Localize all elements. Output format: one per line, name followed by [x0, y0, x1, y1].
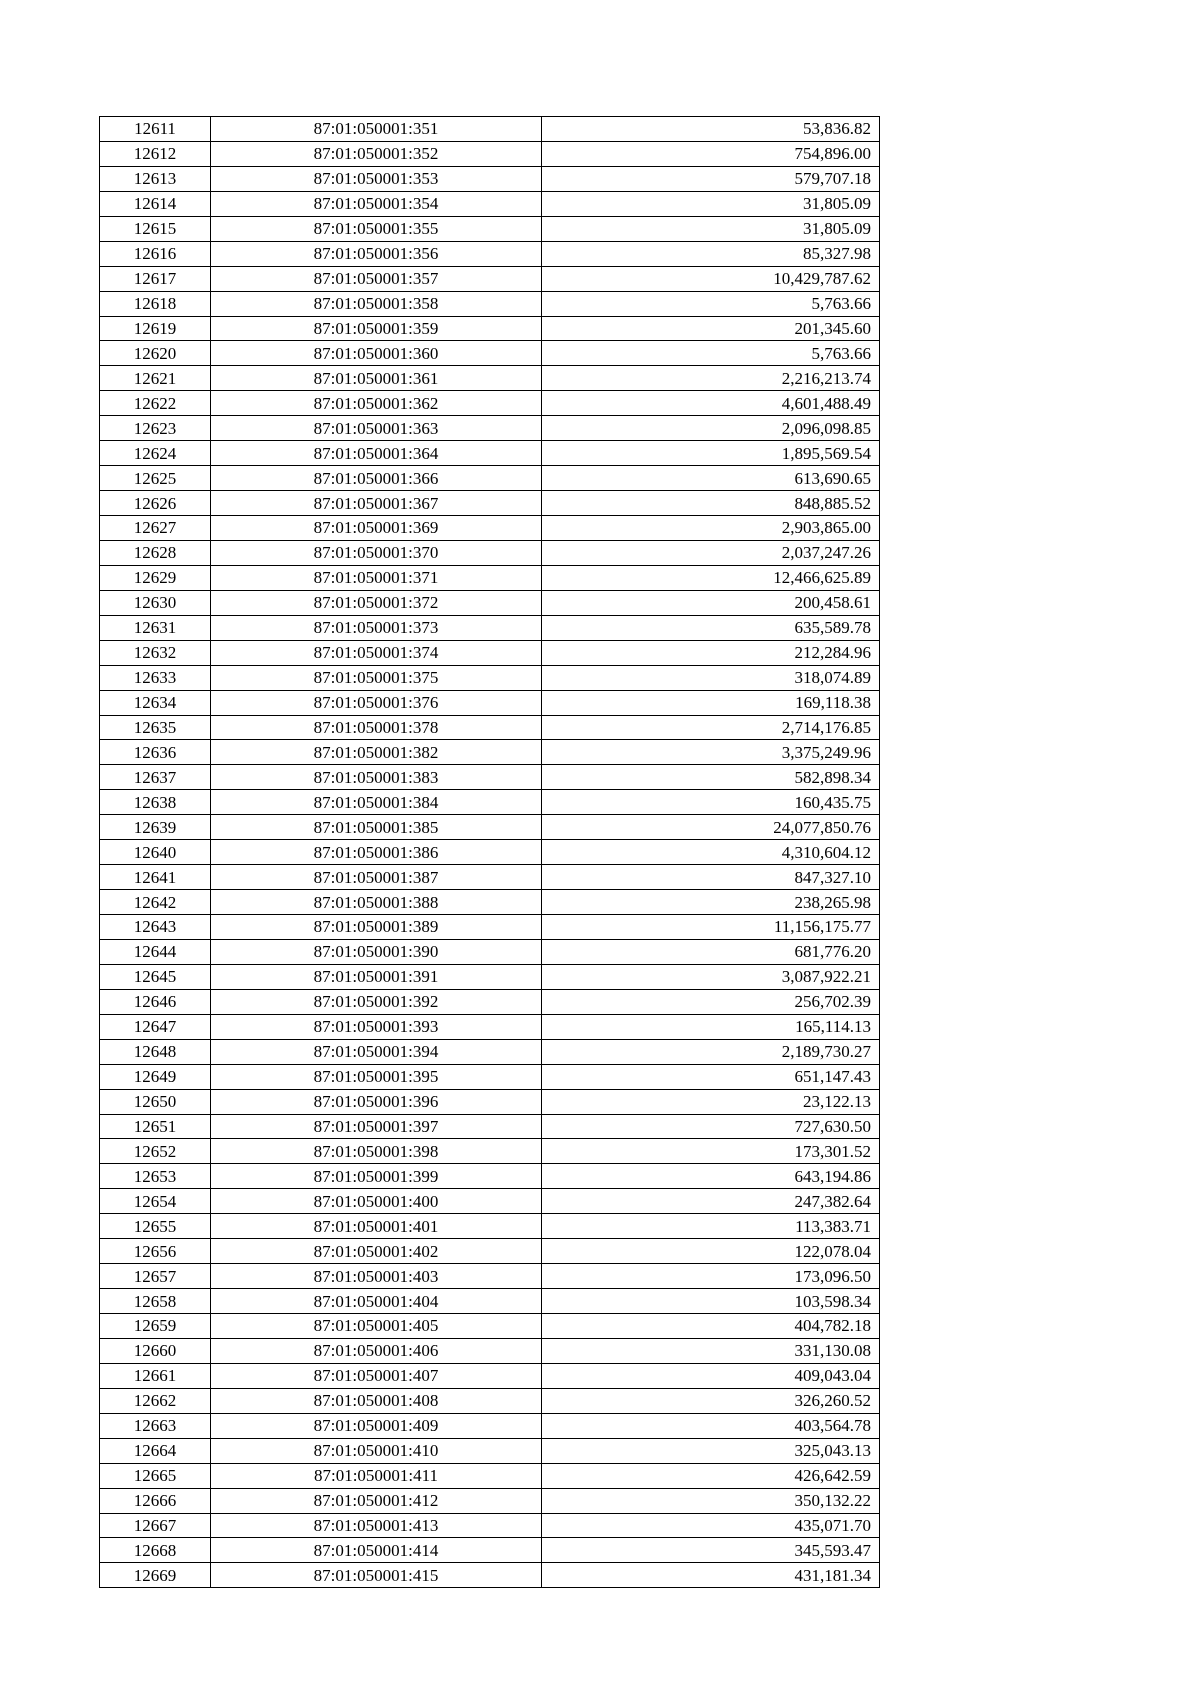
value-cell: 848,885.52: [542, 491, 880, 516]
cadastral-number-cell: 87:01:050001:372: [211, 590, 542, 615]
row-number-cell: 12652: [100, 1139, 211, 1164]
row-number-cell: 12637: [100, 765, 211, 790]
value-cell: 318,074.89: [542, 665, 880, 690]
value-cell: 113,383.71: [542, 1214, 880, 1239]
row-number-cell: 12625: [100, 466, 211, 491]
cadastral-number-cell: 87:01:050001:362: [211, 391, 542, 416]
cadastral-number-cell: 87:01:050001:361: [211, 366, 542, 391]
value-cell: 23,122.13: [542, 1089, 880, 1114]
row-number-cell: 12633: [100, 665, 211, 690]
table-row: [100, 466, 880, 491]
value-cell: 3,087,922.21: [542, 964, 880, 989]
cadastral-number-cell: 87:01:050001:357: [211, 266, 542, 291]
cadastral-number-cell: 87:01:050001:378: [211, 715, 542, 740]
cadastral-number-cell: 87:01:050001:398: [211, 1139, 542, 1164]
value-cell: 409,043.04: [542, 1363, 880, 1388]
value-cell: 651,147.43: [542, 1064, 880, 1089]
table-row: [100, 1064, 880, 1089]
cadastral-number-cell: 87:01:050001:369: [211, 516, 542, 541]
value-cell: 582,898.34: [542, 765, 880, 790]
table-row: [100, 341, 880, 366]
row-number-cell: 12655: [100, 1214, 211, 1239]
cadastral-number-cell: 87:01:050001:356: [211, 241, 542, 266]
row-number-cell: 12642: [100, 890, 211, 915]
table-body: [100, 117, 880, 1588]
cadastral-number-cell: 87:01:050001:376: [211, 690, 542, 715]
cadastral-number-cell: 87:01:050001:406: [211, 1338, 542, 1363]
row-number-cell: 12665: [100, 1463, 211, 1488]
cadastral-number-cell: 87:01:050001:353: [211, 166, 542, 191]
value-cell: 85,327.98: [542, 241, 880, 266]
value-cell: 4,601,488.49: [542, 391, 880, 416]
value-cell: 681,776.20: [542, 939, 880, 964]
cadastral-number-cell: 87:01:050001:400: [211, 1189, 542, 1214]
table-row: [100, 865, 880, 890]
row-number-cell: 12623: [100, 416, 211, 441]
value-cell: 31,805.09: [542, 191, 880, 216]
row-number-cell: 12614: [100, 191, 211, 216]
cadastral-number-cell: 87:01:050001:403: [211, 1264, 542, 1289]
table-row: [100, 516, 880, 541]
table-row: [100, 690, 880, 715]
table-row: [100, 740, 880, 765]
cadastral-number-cell: 87:01:050001:396: [211, 1089, 542, 1114]
table-row: [100, 640, 880, 665]
cadastral-number-cell: 87:01:050001:412: [211, 1488, 542, 1513]
row-number-cell: 12629: [100, 565, 211, 590]
value-cell: 24,077,850.76: [542, 815, 880, 840]
row-number-cell: 12656: [100, 1239, 211, 1264]
row-number-cell: 12627: [100, 516, 211, 541]
row-number-cell: 12639: [100, 815, 211, 840]
row-number-cell: 12632: [100, 640, 211, 665]
value-cell: 2,714,176.85: [542, 715, 880, 740]
value-cell: 160,435.75: [542, 790, 880, 815]
cadastral-number-cell: 87:01:050001:386: [211, 840, 542, 865]
table-row: [100, 1338, 880, 1363]
table-row: [100, 665, 880, 690]
row-number-cell: 12644: [100, 939, 211, 964]
value-cell: 1,895,569.54: [542, 441, 880, 466]
row-number-cell: 12666: [100, 1488, 211, 1513]
cadastral-number-cell: 87:01:050001:401: [211, 1214, 542, 1239]
value-cell: 579,707.18: [542, 166, 880, 191]
row-number-cell: 12651: [100, 1114, 211, 1139]
cadastral-number-cell: 87:01:050001:411: [211, 1463, 542, 1488]
value-cell: 326,260.52: [542, 1388, 880, 1413]
cadastral-number-cell: 87:01:050001:414: [211, 1538, 542, 1563]
row-number-cell: 12667: [100, 1513, 211, 1538]
table-row: [100, 291, 880, 316]
table-row: [100, 989, 880, 1014]
row-number-cell: 12657: [100, 1264, 211, 1289]
row-number-cell: 12617: [100, 266, 211, 291]
value-cell: 325,043.13: [542, 1438, 880, 1463]
row-number-cell: 12636: [100, 740, 211, 765]
value-cell: 350,132.22: [542, 1488, 880, 1513]
row-number-cell: 12615: [100, 216, 211, 241]
cadastral-number-cell: 87:01:050001:374: [211, 640, 542, 665]
value-cell: 5,763.66: [542, 291, 880, 316]
value-cell: 847,327.10: [542, 865, 880, 890]
cadastral-number-cell: 87:01:050001:366: [211, 466, 542, 491]
value-cell: 331,130.08: [542, 1338, 880, 1363]
cadastral-number-cell: 87:01:050001:370: [211, 540, 542, 565]
table-row: [100, 1513, 880, 1538]
table-row: [100, 615, 880, 640]
value-cell: 2,037,247.26: [542, 540, 880, 565]
row-number-cell: 12647: [100, 1014, 211, 1039]
cadastral-number-cell: 87:01:050001:404: [211, 1289, 542, 1314]
cadastral-number-cell: 87:01:050001:395: [211, 1064, 542, 1089]
cadastral-number-cell: 87:01:050001:352: [211, 141, 542, 166]
cadastral-number-cell: 87:01:050001:393: [211, 1014, 542, 1039]
table-row: [100, 1239, 880, 1264]
value-cell: 165,114.13: [542, 1014, 880, 1039]
table-row: [100, 441, 880, 466]
value-cell: 212,284.96: [542, 640, 880, 665]
cadastral-number-cell: 87:01:050001:367: [211, 491, 542, 516]
row-number-cell: 12619: [100, 316, 211, 341]
table-row: [100, 1363, 880, 1388]
table-row: [100, 141, 880, 166]
table-row: [100, 590, 880, 615]
value-cell: 2,903,865.00: [542, 516, 880, 541]
row-number-cell: 12664: [100, 1438, 211, 1463]
value-cell: 431,181.34: [542, 1563, 880, 1588]
cadastral-number-cell: 87:01:050001:382: [211, 740, 542, 765]
row-number-cell: 12649: [100, 1064, 211, 1089]
table-row: [100, 366, 880, 391]
value-cell: 31,805.09: [542, 216, 880, 241]
row-number-cell: 12659: [100, 1314, 211, 1339]
value-cell: 200,458.61: [542, 590, 880, 615]
table-row: [100, 840, 880, 865]
cadastral-number-cell: 87:01:050001:394: [211, 1039, 542, 1064]
table-row: [100, 790, 880, 815]
table-row: [100, 166, 880, 191]
cadastral-number-cell: 87:01:050001:405: [211, 1314, 542, 1339]
cadastral-number-cell: 87:01:050001:371: [211, 565, 542, 590]
table-row: [100, 939, 880, 964]
table-row: [100, 117, 880, 142]
table-row: [100, 316, 880, 341]
table-row: [100, 1563, 880, 1588]
table-row: [100, 1488, 880, 1513]
value-cell: 173,096.50: [542, 1264, 880, 1289]
cadastral-number-cell: 87:01:050001:402: [211, 1239, 542, 1264]
value-cell: 643,194.86: [542, 1164, 880, 1189]
row-number-cell: 12613: [100, 166, 211, 191]
value-cell: 11,156,175.77: [542, 915, 880, 940]
table-row: [100, 1314, 880, 1339]
table-row: [100, 266, 880, 291]
cadastral-number-cell: 87:01:050001:389: [211, 915, 542, 940]
cadastral-number-cell: 87:01:050001:408: [211, 1388, 542, 1413]
row-number-cell: 12618: [100, 291, 211, 316]
table-row: [100, 241, 880, 266]
value-cell: 3,375,249.96: [542, 740, 880, 765]
value-cell: 727,630.50: [542, 1114, 880, 1139]
value-cell: 122,078.04: [542, 1239, 880, 1264]
cadastral-number-cell: 87:01:050001:383: [211, 765, 542, 790]
table-row: [100, 191, 880, 216]
cadastral-number-cell: 87:01:050001:385: [211, 815, 542, 840]
table-row: [100, 1114, 880, 1139]
table-row: [100, 765, 880, 790]
value-cell: 256,702.39: [542, 989, 880, 1014]
cadastral-number-cell: 87:01:050001:360: [211, 341, 542, 366]
cadastral-number-cell: 87:01:050001:391: [211, 964, 542, 989]
row-number-cell: 12641: [100, 865, 211, 890]
row-number-cell: 12630: [100, 590, 211, 615]
row-number-cell: 12622: [100, 391, 211, 416]
table-row: [100, 1164, 880, 1189]
row-number-cell: 12643: [100, 915, 211, 940]
table-row: [100, 1139, 880, 1164]
row-number-cell: 12611: [100, 117, 211, 142]
value-cell: 635,589.78: [542, 615, 880, 640]
cadastral-number-cell: 87:01:050001:415: [211, 1563, 542, 1588]
row-number-cell: 12645: [100, 964, 211, 989]
table-row: [100, 915, 880, 940]
cadastral-number-cell: 87:01:050001:354: [211, 191, 542, 216]
table-row: [100, 1264, 880, 1289]
value-cell: 173,301.52: [542, 1139, 880, 1164]
value-cell: 12,466,625.89: [542, 565, 880, 590]
row-number-cell: 12646: [100, 989, 211, 1014]
row-number-cell: 12650: [100, 1089, 211, 1114]
cadastral-number-cell: 87:01:050001:358: [211, 291, 542, 316]
table-row: [100, 216, 880, 241]
row-number-cell: 12638: [100, 790, 211, 815]
row-number-cell: 12668: [100, 1538, 211, 1563]
cadastral-number-cell: 87:01:050001:397: [211, 1114, 542, 1139]
table-row: [100, 1438, 880, 1463]
table-row: [100, 964, 880, 989]
value-cell: 613,690.65: [542, 466, 880, 491]
table-row: [100, 491, 880, 516]
row-number-cell: 12661: [100, 1363, 211, 1388]
cadastral-value-table: [99, 116, 880, 1588]
value-cell: 247,382.64: [542, 1189, 880, 1214]
table-row: [100, 416, 880, 441]
value-cell: 238,265.98: [542, 890, 880, 915]
cadastral-number-cell: 87:01:050001:359: [211, 316, 542, 341]
table-row: [100, 1388, 880, 1413]
value-cell: 2,216,213.74: [542, 366, 880, 391]
table-row: [100, 1538, 880, 1563]
cadastral-number-cell: 87:01:050001:363: [211, 416, 542, 441]
table-row: [100, 1289, 880, 1314]
cadastral-number-cell: 87:01:050001:373: [211, 615, 542, 640]
cadastral-number-cell: 87:01:050001:375: [211, 665, 542, 690]
row-number-cell: 12669: [100, 1563, 211, 1588]
cadastral-number-cell: 87:01:050001:364: [211, 441, 542, 466]
row-number-cell: 12662: [100, 1388, 211, 1413]
row-number-cell: 12658: [100, 1289, 211, 1314]
row-number-cell: 12663: [100, 1413, 211, 1438]
row-number-cell: 12634: [100, 690, 211, 715]
row-number-cell: 12648: [100, 1039, 211, 1064]
cadastral-number-cell: 87:01:050001:351: [211, 117, 542, 142]
value-cell: 169,118.38: [542, 690, 880, 715]
cadastral-number-cell: 87:01:050001:413: [211, 1513, 542, 1538]
table-row: [100, 1463, 880, 1488]
cadastral-number-cell: 87:01:050001:409: [211, 1413, 542, 1438]
value-cell: 435,071.70: [542, 1513, 880, 1538]
row-number-cell: 12621: [100, 366, 211, 391]
row-number-cell: 12612: [100, 141, 211, 166]
value-cell: 2,189,730.27: [542, 1039, 880, 1064]
value-cell: 345,593.47: [542, 1538, 880, 1563]
table-row: [100, 391, 880, 416]
value-cell: 754,896.00: [542, 141, 880, 166]
table-row: [100, 1089, 880, 1114]
value-cell: 201,345.60: [542, 316, 880, 341]
cadastral-number-cell: 87:01:050001:388: [211, 890, 542, 915]
value-cell: 404,782.18: [542, 1314, 880, 1339]
cadastral-number-cell: 87:01:050001:355: [211, 216, 542, 241]
table-row: [100, 715, 880, 740]
row-number-cell: 12626: [100, 491, 211, 516]
value-cell: 4,310,604.12: [542, 840, 880, 865]
value-cell: 2,096,098.85: [542, 416, 880, 441]
table-row: [100, 890, 880, 915]
cadastral-number-cell: 87:01:050001:387: [211, 865, 542, 890]
cadastral-number-cell: 87:01:050001:392: [211, 989, 542, 1014]
table-row: [100, 1014, 880, 1039]
row-number-cell: 12616: [100, 241, 211, 266]
value-cell: 53,836.82: [542, 117, 880, 142]
row-number-cell: 12635: [100, 715, 211, 740]
row-number-cell: 12660: [100, 1338, 211, 1363]
row-number-cell: 12653: [100, 1164, 211, 1189]
value-cell: 403,564.78: [542, 1413, 880, 1438]
table-row: [100, 565, 880, 590]
row-number-cell: 12624: [100, 441, 211, 466]
row-number-cell: 12654: [100, 1189, 211, 1214]
value-cell: 426,642.59: [542, 1463, 880, 1488]
row-number-cell: 12631: [100, 615, 211, 640]
cadastral-number-cell: 87:01:050001:384: [211, 790, 542, 815]
row-number-cell: 12640: [100, 840, 211, 865]
table-row: [100, 1214, 880, 1239]
value-cell: 103,598.34: [542, 1289, 880, 1314]
value-cell: 10,429,787.62: [542, 266, 880, 291]
row-number-cell: 12628: [100, 540, 211, 565]
table-row: [100, 1413, 880, 1438]
table-row: [100, 815, 880, 840]
cadastral-number-cell: 87:01:050001:399: [211, 1164, 542, 1189]
cadastral-number-cell: 87:01:050001:390: [211, 939, 542, 964]
table-row: [100, 1189, 880, 1214]
value-cell: 5,763.66: [542, 341, 880, 366]
cadastral-number-cell: 87:01:050001:410: [211, 1438, 542, 1463]
row-number-cell: 12620: [100, 341, 211, 366]
cadastral-number-cell: 87:01:050001:407: [211, 1363, 542, 1388]
table-row: [100, 1039, 880, 1064]
table-row: [100, 540, 880, 565]
